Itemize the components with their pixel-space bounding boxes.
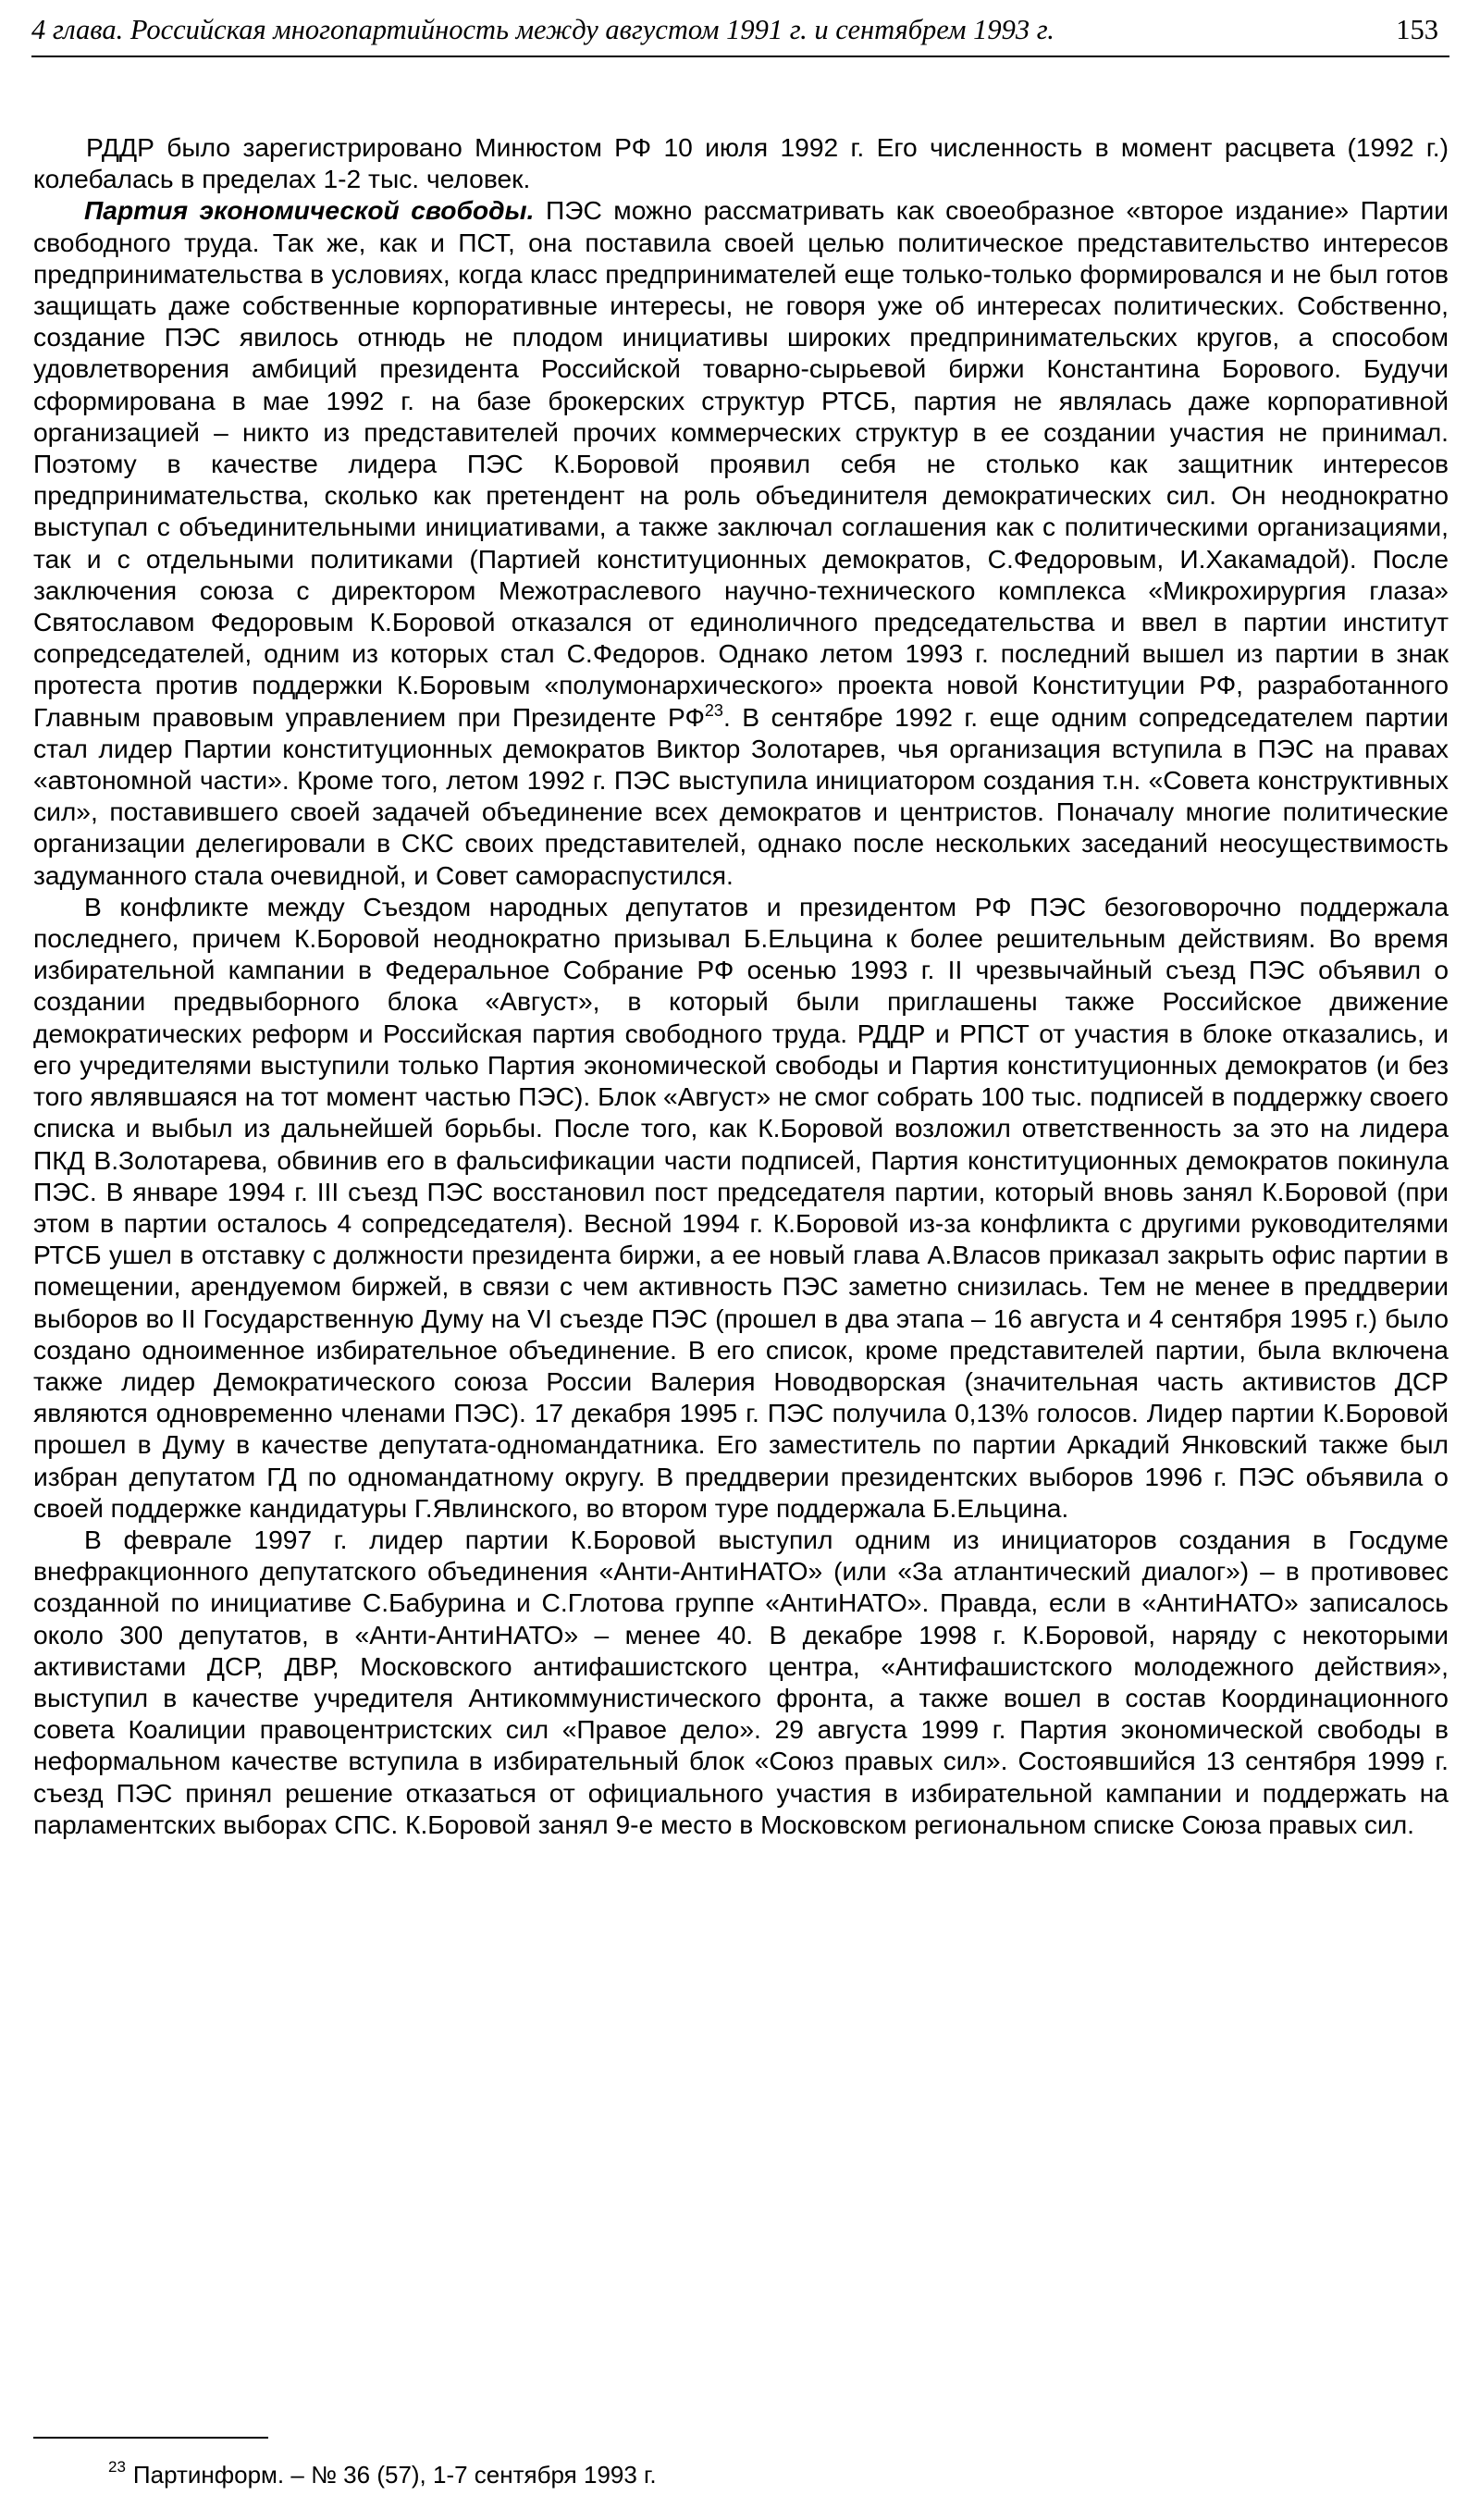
paragraph-2: [33, 194, 1449, 890]
running-header: [31, 7, 1449, 57]
footnote-divider: [33, 2437, 268, 2439]
paragraph-text: В конфликте между Съездом народных депутатов и президентом РФ ПЭС безоговорочно поддержала последнего, причем К.Боровой неоднократно призывал Б.Ельцина к более решительным действиям. Во время избирательной кампании в Федеральное Собрание РФ осенью 1993 г. II чрезвычайный съезд ПЭС объявил о создании предвыборного блока «Август», в который были приглашены также Российское движение демократических реформ и Российская партия свободного труда. РДДР и РПСТ от участия в блоке отказались, и его учредителями выступили только Партия экономической свободы и Партия конституционных демократов (и без того являвшаяся на тот момент частью ПЭС). Блок «Август» не смог собрать 100 тыс. подписей в поддержку своего списка и выбыл из дальнейшей борьбы. После того, как К.Боровой возложил ответственность за это на лидера ПКД В.Золотарева, обвинив его в фальсификации части подписей, Партия конституционных демократов покинула ПЭС. В январе 1994 г. III съезд ПЭС восстановил пост председателя партии, который вновь занял К.Боровой (при этом в партии осталось 4 сопредседателя). Весной 1994 г. К.Боровой из-за конфликта с другими руководителями РТСБ ушел в отставку с должности президента биржи, а ее новый глава А.Власов приказал закрыть офис партии в помещении, арендуемом биржей, в связи с чем активность ПЭС заметно снизилась. Тем не менее в преддверии выборов во II Государственную Думу на VI съезде ПЭС (прошел в два этапа – 16 августа и 4 сентября 1995 г.) было создано одноименное избирательное объединение. В его список, кроме представителей партии, была включена также лидер Демократического союза России Валерия Новодворская (значительная часть активистов ДСР являются одновременно членами ПЭС). 17 декабря 1995 г. ПЭС получила 0,13% голосов. Лидер партии К.Боровой прошел в Думу в качестве депутата-одномандатника. Его заместитель по партии Аркадий Янковский также был избран депутатом ГД по одномандатному округу. В преддверии президентских выборов 1996 г. ПЭС объявила о своей поддержке кандидатуры Г.Явлинского, во втором туре поддержала Б.Ельцина.: [33, 891, 1449, 1523]
section-lead-in: Партия экономической свободы.: [84, 195, 535, 226]
paragraph-text-continued: . В сентябре 1992 г. еще одним сопредседателем партии стал лидер Партии конституционных демократов Виктор Золотарев, чья организация вступила в ПЭС на правах «автономной части». Кроме того, летом 1992 г. ПЭС выступила инициатором создания т.н. «Совета конструктивных сил», поставившего своей задачей объединение всех демократов и центристов. Поначалу многие политические организации делегировали в СКС своих представителей, однако после нескольких заседаний неосуществимость задуманного стала очевидной, и Совет самораспустился.: [33, 701, 1449, 890]
footnote-number: 23: [108, 2458, 126, 2476]
footnote-23: [108, 2459, 657, 2490]
paragraph-3: [33, 891, 1449, 1524]
paragraph-text: ПЭС можно рассматривать как своеобразное «второе издание» Партии свободного труда. Так же, как и ПСТ, она поставила своей целью политическое представительство интересов предпринимательства в условиях, когда класс предпринимателей еще только-только формировался и не был готов защищать даже собственные корпоративные интересы, не говоря уже об интересах политических. Собственно, создание ПЭС явилось отнюдь не плодом инициативы широких предпринимательских кругов, а способом удовлетворения амбиций президента Российской товарно-сырьевой биржи Константина Борового. Будучи сформирована в мае 1992 г. на базе брокерских структур РТСБ, партия не являлась даже корпоративной организацией – никто из представителей прочих коммерческих структур в ее создании участия не принимал. Поэтому в качестве лидера ПЭС К.Боровой проявил себя не столько как защитник интересов предпринимательства, сколько как претендент на роль объединителя демократических сил. Он неоднократно выступал с объединительными инициативами, а также заключал соглашения как с политическими организациями, так и с отдельными политиками (Партией конституционных демократов, С.Федоровым, И.Хакамадой). После заключения союза с директором Межотраслевого научно-технического комплекса «Микрохирургия глаза» Святославом Федоровым К.Боровой отказался от единоличного председательства и ввел в партии институт сопредседателей, одним из которых стал С.Федоров. Однако летом 1993 г. последний вышел из партии в знак протеста против поддержки К.Боровым «полумонархического» проекта новой Конституции РФ, разработанного Главным правовым управлением при Президенте РФ: [33, 195, 1449, 732]
paragraph-text: РДДР было зарегистрировано Минюстом РФ 10 июля 1992 г. Его численность в момент расцвета (1992 г.) колебалась в пределах 1-2 тыс. человек.: [33, 132, 1449, 194]
footnote-text: Партинформ. – № 36 (57), 1-7 сентября 1993 г.: [132, 2461, 657, 2489]
page-number: 153: [1396, 14, 1438, 45]
chapter-title: 4 глава. Российская многопартийность между августом 1991 г. и сентябрем 1993 г.: [31, 14, 1054, 45]
paragraph-text: В феврале 1997 г. лидер партии К.Боровой выступил одним из инициаторов создания в Госдуме внефракционного депутатского объединения «Анти-АнтиНАТО» (или «За атлантический диалог») – в противовес созданной по инициативе С.Бабурина и С.Глотова группе «АнтиНАТО». Правда, если в «АнтиНАТО» записалось около 300 депутатов, в «Анти-АнтиНАТО» – менее 40. В декабре 1998 г. К.Боровой, наряду с некоторыми активистами ДСР, ДВР, Московского антифашистского центра, «Антифашистского молодежного действия», выступил в качестве учредителя Антикоммунистического фронта, а также вошел в состав Координационного совета Коалиции правоцентристских сил «Правое дело». 29 августа 1999 г. Партия экономической свободы в неформальном качестве вступила в избирательный блок «Союз правых сил». Состоявшийся 13 сентября 1999 г. съезд ПЭС принял решение отказаться от официального участия в избирательной кампании и поддержать на парламентских выборах СПС. К.Боровой занял 9-е место в Московском региональном списке Союза правых сил.: [33, 1524, 1449, 1839]
footnote-ref-23[interactable]: 23: [704, 700, 723, 720]
main-text: [33, 131, 1449, 1840]
paragraph-1: [33, 131, 1449, 194]
paragraph-4: [33, 1524, 1449, 1840]
